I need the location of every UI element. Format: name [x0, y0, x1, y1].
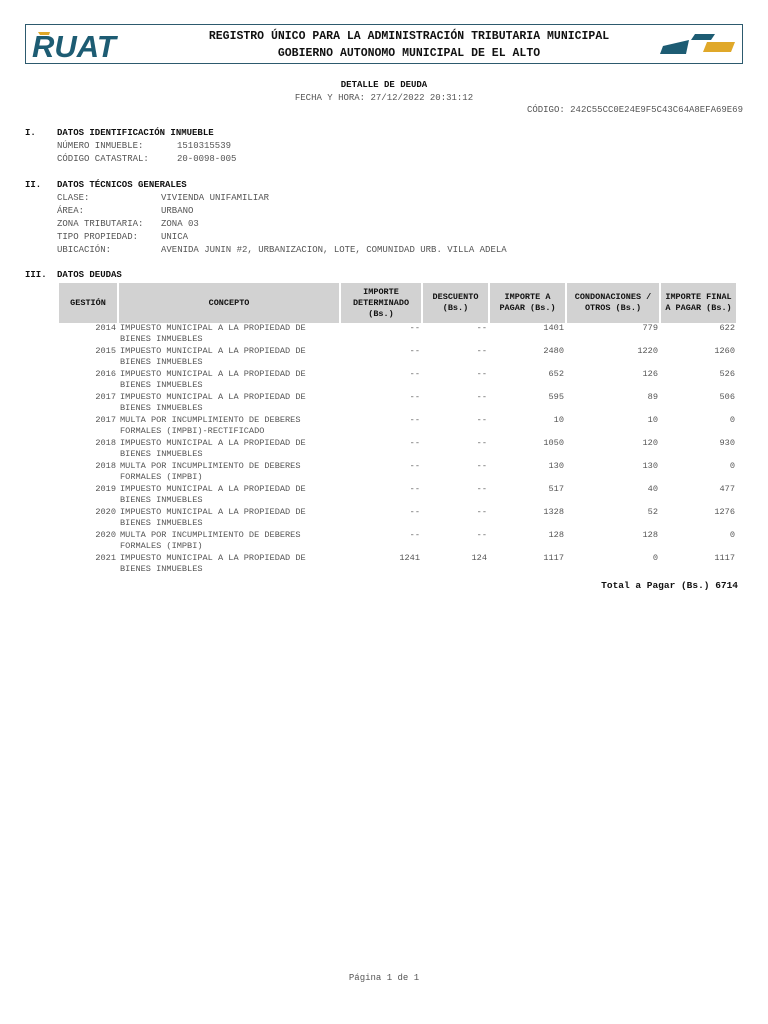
cell-condonaciones: 120	[642, 438, 658, 448]
cell-final: 0	[729, 461, 735, 471]
field-label: ZONA TRIBUTARIA:	[57, 219, 144, 229]
cell-descuento: --	[476, 323, 487, 333]
cell-determinado: --	[409, 438, 420, 448]
cell-condonaciones: 10	[647, 415, 658, 425]
cell-pagar: 517	[548, 484, 564, 494]
cell-determinado: --	[409, 346, 420, 356]
field-value: VIVIENDA UNIFAMILIAR	[161, 193, 270, 203]
document-header	[25, 24, 743, 64]
column-header-gestion: GESTIÓN	[59, 283, 117, 323]
cell-gestion: 2018	[95, 438, 116, 448]
field-label: CLASE:	[57, 193, 90, 203]
cell-pagar: 2480	[543, 346, 564, 356]
field-label: TIPO PROPIEDAD:	[57, 232, 139, 242]
cell-final: 506	[719, 392, 735, 402]
cell-gestion: 2017	[95, 415, 116, 425]
cell-determinado: --	[409, 369, 420, 379]
cell-condonaciones: 89	[647, 392, 658, 402]
cell-concepto: IMPUESTO MUNICIPAL A LA PROPIEDAD DE BIENES INMUEBLES	[120, 392, 306, 413]
column-header-importe-a-pagar: IMPORTE A PAGAR (Bs.)	[490, 283, 565, 323]
table-row	[59, 461, 736, 484]
cell-descuento: --	[476, 530, 487, 540]
cell-descuento: --	[476, 369, 487, 379]
cell-concepto: IMPUESTO MUNICIPAL A LA PROPIEDAD DE BIENES INMUEBLES	[120, 484, 306, 505]
cell-gestion: 2015	[95, 346, 116, 356]
cell-determinado: --	[409, 461, 420, 471]
cell-pagar: 128	[548, 530, 564, 540]
column-header-importe-determinado: IMPORTE DETERMINADO (Bs.)	[341, 283, 421, 323]
field-label: ÁREA:	[57, 206, 85, 216]
section-title: DATOS DEUDAS	[57, 270, 122, 280]
cell-concepto: IMPUESTO MUNICIPAL A LA PROPIEDAD DE BIENES INMUEBLES	[120, 553, 306, 574]
cell-pagar: 1328	[543, 507, 564, 517]
ruat-logo	[30, 28, 160, 61]
cell-concepto: IMPUESTO MUNICIPAL A LA PROPIEDAD DE BIENES INMUEBLES	[120, 369, 306, 390]
cell-descuento: --	[476, 415, 487, 425]
table-row	[59, 346, 736, 369]
cell-condonaciones: 130	[642, 461, 658, 471]
page-number: Página 1 de 1	[348, 973, 420, 983]
cell-determinado: --	[409, 392, 420, 402]
field-value: ZONA 03	[161, 219, 199, 229]
cell-final: 1117	[714, 553, 735, 563]
field-value: URBANO	[161, 206, 194, 216]
cell-gestion: 2020	[95, 507, 116, 517]
cell-pagar: 652	[548, 369, 564, 379]
cell-determinado: 1241	[399, 553, 420, 563]
ruat-emblem-icon	[659, 30, 737, 58]
field-label: NÚMERO INMUEBLE:	[57, 141, 144, 151]
cell-descuento: --	[476, 392, 487, 402]
cell-gestion: 2017	[95, 392, 116, 402]
cell-final: 1276	[714, 507, 735, 517]
cell-determinado: --	[409, 530, 420, 540]
cell-gestion: 2019	[95, 484, 116, 494]
cell-pagar: 595	[548, 392, 564, 402]
section-number: I.	[25, 128, 36, 138]
cell-descuento: --	[476, 484, 487, 494]
table-row	[59, 415, 736, 438]
cell-final: 526	[719, 369, 735, 379]
section-number: III.	[25, 270, 47, 280]
cell-final: 1260	[714, 346, 735, 356]
cell-condonaciones: 779	[642, 323, 658, 333]
table-row	[59, 438, 736, 461]
cell-gestion: 2016	[95, 369, 116, 379]
cell-determinado: --	[409, 323, 420, 333]
cell-pagar: 10	[553, 415, 564, 425]
cell-final: 0	[729, 415, 735, 425]
cell-pagar: 1050	[543, 438, 564, 448]
cell-gestion: 2020	[95, 530, 116, 540]
cell-concepto: MULTA POR INCUMPLIMIENTO DE DEBERES FORMALES (IMPBI)	[120, 461, 301, 482]
section-title: DATOS TÉCNICOS GENERALES	[57, 180, 187, 190]
cell-descuento: --	[476, 507, 487, 517]
cell-pagar: 130	[548, 461, 564, 471]
section-title: DATOS IDENTIFICACIÓN INMUEBLE	[57, 128, 214, 138]
cell-concepto: IMPUESTO MUNICIPAL A LA PROPIEDAD DE BIENES INMUEBLES	[120, 346, 306, 367]
cell-gestion: 2018	[95, 461, 116, 471]
table-row	[59, 530, 736, 553]
cell-pagar: 1401	[543, 323, 564, 333]
cell-concepto: MULTA POR INCUMPLIMIENTO DE DEBERES FORMALES (IMPBI)	[120, 530, 301, 551]
cell-condonaciones: 52	[647, 507, 658, 517]
cell-concepto: IMPUESTO MUNICIPAL A LA PROPIEDAD DE BIENES INMUEBLES	[120, 438, 306, 459]
cell-concepto: MULTA POR INCUMPLIMIENTO DE DEBERES FORMALES (IMPBI)-RECTIFICADO	[120, 415, 301, 436]
cell-condonaciones: 0	[652, 553, 658, 563]
cell-descuento: --	[476, 438, 487, 448]
cell-final: 930	[719, 438, 735, 448]
cell-descuento: --	[476, 346, 487, 356]
cell-condonaciones: 126	[642, 369, 658, 379]
header-title-line1: REGISTRO ÚNICO PARA LA ADMINISTRACIÓN TRIBUTARIA MUNICIPAL	[208, 30, 610, 43]
cell-pagar: 1117	[543, 553, 564, 563]
table-row	[59, 553, 736, 576]
table-row	[59, 369, 736, 392]
cell-gestion: 2021	[95, 553, 116, 563]
svg-text:RUAT: RUAT	[32, 29, 116, 61]
cell-determinado: --	[409, 507, 420, 517]
cell-condonaciones: 40	[647, 484, 658, 494]
cell-determinado: --	[409, 484, 420, 494]
field-value: UNICA	[161, 232, 189, 242]
cell-gestion: 2014	[95, 323, 116, 333]
document-datetime: FECHA Y HORA: 27/12/2022 20:31:12	[294, 93, 474, 103]
cell-final: 0	[729, 530, 735, 540]
column-header-condonaciones: CONDONACIONES / OTROS (Bs.)	[567, 283, 659, 323]
section-number: II.	[25, 180, 42, 190]
cell-determinado: --	[409, 415, 420, 425]
cell-descuento: 124	[471, 553, 487, 563]
cell-descuento: --	[476, 461, 487, 471]
table-header-row	[59, 283, 736, 323]
field-value: AVENIDA JUNIN #2, URBANIZACION, LOTE, COMUNIDAD URB. VILLA ADELA	[161, 245, 507, 255]
cell-final: 477	[719, 484, 735, 494]
column-header-concepto: CONCEPTO	[119, 283, 339, 323]
column-header-importe-final: IMPORTE FINAL A PAGAR (Bs.)	[661, 283, 736, 323]
debt-table	[57, 283, 738, 576]
cell-condonaciones: 1220	[637, 346, 658, 356]
header-title-line2: GOBIERNO AUTONOMO MUNICIPAL DE EL ALTO	[277, 47, 541, 60]
cell-condonaciones: 128	[642, 530, 658, 540]
cell-concepto: IMPUESTO MUNICIPAL A LA PROPIEDAD DE BIENES INMUEBLES	[120, 507, 306, 528]
document-code: CÓDIGO: 242C55CC0E24E9F5C43C64A8EFA69E69	[526, 105, 743, 115]
total-to-pay: Total a Pagar (Bs.) 6714	[601, 580, 738, 591]
column-header-descuento: DESCUENTO (Bs.)	[423, 283, 488, 323]
table-row	[59, 323, 736, 346]
table-row	[59, 392, 736, 415]
field-value: 20-0098-005	[177, 154, 237, 164]
cell-final: 622	[719, 323, 735, 333]
field-label: UBICACIÓN:	[57, 245, 112, 255]
field-label: CÓDIGO CATASTRAL:	[57, 154, 149, 164]
table-row	[59, 507, 736, 530]
document-title: DETALLE DE DEUDA	[340, 80, 428, 90]
table-row	[59, 484, 736, 507]
cell-concepto: IMPUESTO MUNICIPAL A LA PROPIEDAD DE BIENES INMUEBLES	[120, 323, 306, 344]
field-value: 1510315539	[177, 141, 232, 151]
